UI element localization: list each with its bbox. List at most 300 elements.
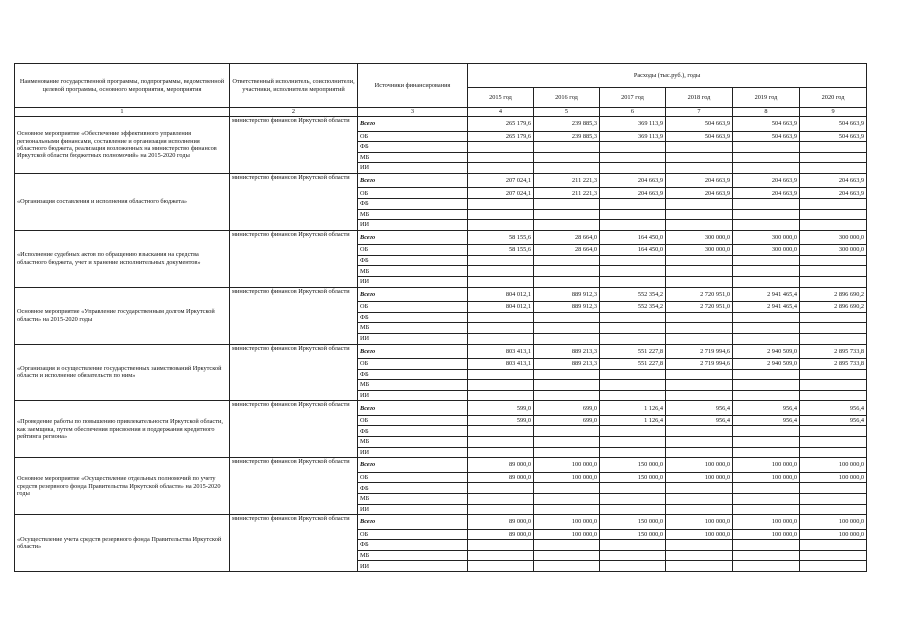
amount-cell	[534, 277, 600, 288]
amount-cell: 100 000,0	[534, 529, 600, 540]
amount-cell	[600, 142, 666, 153]
amount-cell	[666, 255, 733, 266]
amount-cell	[800, 483, 867, 494]
amount-cell	[666, 483, 733, 494]
amount-cell	[600, 277, 666, 288]
amount-cell	[534, 333, 600, 344]
amount-cell	[733, 493, 800, 504]
table-row	[15, 287, 867, 302]
amount-cell: 100 000,0	[534, 515, 600, 530]
amount-cell: 956,4	[666, 415, 733, 426]
amount-cell: 504 663,9	[666, 117, 733, 132]
amount-cell: 204 663,9	[800, 188, 867, 199]
funding-source: ФБ	[358, 369, 468, 380]
responsible-executor: министерство финансов Иркутской области	[230, 344, 358, 401]
header-sources: Источники финансирования	[358, 64, 468, 108]
amount-cell	[468, 390, 534, 401]
amount-cell: 300 000,0	[666, 245, 733, 256]
amount-cell: 956,4	[733, 401, 800, 416]
amount-cell	[468, 266, 534, 277]
amount-cell	[534, 142, 600, 153]
amount-cell: 150 000,0	[600, 529, 666, 540]
column-number: 6	[600, 108, 666, 117]
amount-cell	[800, 493, 867, 504]
amount-cell: 300 000,0	[800, 245, 867, 256]
amount-cell	[600, 426, 666, 437]
amount-cell	[800, 277, 867, 288]
amount-cell: 504 663,9	[733, 131, 800, 142]
amount-cell	[666, 323, 733, 334]
amount-cell: 889 213,3	[534, 344, 600, 359]
amount-cell	[733, 163, 800, 174]
measure-name: «Организация и осуществление государственных заимствований Иркутской области и исполнение обязательств по ним»	[15, 344, 230, 401]
amount-cell: 204 663,9	[666, 173, 733, 188]
amount-cell: 889 912,3	[534, 302, 600, 313]
funding-source: МБ	[358, 266, 468, 277]
table-row	[15, 515, 867, 530]
measure-name: Основное мероприятие «Осуществление отдельных полномочий по учету средств резервного фонда Правительства Иркутской области» на 2015-2020 годы	[15, 458, 230, 515]
amount-cell	[600, 198, 666, 209]
amount-cell	[666, 163, 733, 174]
amount-cell	[468, 437, 534, 448]
measure-name: «Осуществление учета средств резервного фонда Правительства Иркутской области»	[15, 515, 230, 572]
amount-cell	[800, 504, 867, 515]
amount-cell: 804 012,1	[468, 302, 534, 313]
amount-cell: 150 000,0	[600, 458, 666, 473]
funding-source: МБ	[358, 437, 468, 448]
header-name: Наименование государственной программы, подпрограммы, ведомственной целевой программы, основного мероприятия, мероприятия	[15, 64, 230, 108]
amount-cell: 204 663,9	[600, 173, 666, 188]
amount-cell	[534, 493, 600, 504]
table-row	[15, 173, 867, 188]
header-year: 2019 год	[733, 88, 800, 108]
amount-cell	[600, 209, 666, 220]
funding-source: ОБ	[358, 245, 468, 256]
funding-source: ИИ	[358, 277, 468, 288]
amount-cell	[534, 550, 600, 561]
column-number: 3	[358, 108, 468, 117]
amount-cell	[666, 380, 733, 391]
amount-cell	[600, 152, 666, 163]
amount-cell: 239 885,3	[534, 117, 600, 132]
amount-cell: 100 000,0	[666, 529, 733, 540]
amount-cell	[800, 198, 867, 209]
amount-cell: 2 720 951,0	[666, 287, 733, 302]
amount-cell	[666, 152, 733, 163]
amount-cell: 2 720 951,0	[666, 302, 733, 313]
amount-cell	[468, 198, 534, 209]
amount-cell	[468, 447, 534, 458]
amount-cell	[600, 561, 666, 572]
amount-cell	[600, 220, 666, 231]
amount-cell	[534, 504, 600, 515]
amount-cell: 2 719 994,6	[666, 359, 733, 370]
amount-cell	[534, 198, 600, 209]
amount-cell	[666, 209, 733, 220]
amount-cell	[666, 266, 733, 277]
funding-source: ФБ	[358, 540, 468, 551]
amount-cell	[468, 380, 534, 391]
amount-cell	[534, 255, 600, 266]
amount-cell	[666, 312, 733, 323]
amount-cell	[800, 209, 867, 220]
amount-cell	[800, 426, 867, 437]
amount-cell	[468, 255, 534, 266]
funding-source: МБ	[358, 323, 468, 334]
amount-cell	[468, 504, 534, 515]
amount-cell	[468, 493, 534, 504]
amount-cell: 804 012,1	[468, 287, 534, 302]
responsible-executor: министерство финансов Иркутской области	[230, 173, 358, 230]
amount-cell	[666, 426, 733, 437]
column-number: 4	[468, 108, 534, 117]
measure-name: Основное мероприятие «Управление государственным долгом Иркутской области» на 2015-2020 годы	[15, 287, 230, 344]
amount-cell: 2 896 690,2	[800, 287, 867, 302]
funding-source: ОБ	[358, 131, 468, 142]
amount-cell	[534, 220, 600, 231]
amount-cell: 204 663,9	[600, 188, 666, 199]
amount-cell	[468, 209, 534, 220]
amount-cell: 89 000,0	[468, 529, 534, 540]
column-number: 8	[733, 108, 800, 117]
amount-cell	[600, 266, 666, 277]
responsible-executor: министерство финансов Иркутской области	[230, 515, 358, 572]
amount-cell	[534, 152, 600, 163]
amount-cell: 89 000,0	[468, 458, 534, 473]
column-number: 2	[230, 108, 358, 117]
funding-source: ИИ	[358, 561, 468, 572]
funding-source: ФБ	[358, 142, 468, 153]
funding-source: Всего	[358, 287, 468, 302]
amount-cell: 2 896 690,2	[800, 302, 867, 313]
amount-cell	[666, 390, 733, 401]
funding-source: ИИ	[358, 504, 468, 515]
header-year: 2015 год	[468, 88, 534, 108]
amount-cell	[733, 277, 800, 288]
funding-source: МБ	[358, 209, 468, 220]
amount-cell: 2 719 994,6	[666, 344, 733, 359]
amount-cell	[534, 390, 600, 401]
amount-cell: 100 000,0	[666, 458, 733, 473]
amount-cell	[468, 550, 534, 561]
amount-cell	[800, 142, 867, 153]
amount-cell	[600, 323, 666, 334]
amount-cell	[534, 380, 600, 391]
amount-cell	[468, 333, 534, 344]
amount-cell: 28 664,0	[534, 230, 600, 245]
funding-source: Всего	[358, 344, 468, 359]
funding-source: ИИ	[358, 220, 468, 231]
amount-cell	[534, 426, 600, 437]
amount-cell: 1 126,4	[600, 401, 666, 416]
amount-cell	[534, 266, 600, 277]
funding-source: ОБ	[358, 302, 468, 313]
amount-cell	[600, 380, 666, 391]
amount-cell	[733, 426, 800, 437]
measure-name: «Исполнение судебных актов по обращению взыскания на средства областного бюджета, учет и хранение исполнительных документов»	[15, 230, 230, 287]
amount-cell: 889 213,3	[534, 359, 600, 370]
amount-cell	[800, 333, 867, 344]
amount-cell	[468, 277, 534, 288]
amount-cell	[666, 220, 733, 231]
table-row	[15, 344, 867, 359]
amount-cell	[600, 493, 666, 504]
amount-cell: 100 000,0	[534, 458, 600, 473]
funding-source: ФБ	[358, 255, 468, 266]
amount-cell	[534, 163, 600, 174]
amount-cell: 58 155,6	[468, 245, 534, 256]
amount-cell	[733, 390, 800, 401]
amount-cell	[800, 255, 867, 266]
amount-cell: 889 912,3	[534, 287, 600, 302]
responsible-executor: министерство финансов Иркутской области	[230, 117, 358, 174]
amount-cell	[800, 266, 867, 277]
amount-cell	[534, 483, 600, 494]
amount-cell	[800, 220, 867, 231]
amount-cell: 211 221,3	[534, 188, 600, 199]
amount-cell: 100 000,0	[800, 458, 867, 473]
amount-cell: 204 663,9	[733, 188, 800, 199]
finance-table	[14, 63, 867, 572]
amount-cell	[666, 447, 733, 458]
amount-cell: 211 221,3	[534, 173, 600, 188]
amount-cell	[733, 209, 800, 220]
responsible-executor: министерство финансов Иркутской области	[230, 230, 358, 287]
amount-cell: 2 941 465,4	[733, 287, 800, 302]
amount-cell: 150 000,0	[600, 515, 666, 530]
amount-cell	[600, 540, 666, 551]
amount-cell	[600, 447, 666, 458]
responsible-executor: министерство финансов Иркутской области	[230, 401, 358, 458]
amount-cell	[733, 255, 800, 266]
amount-cell	[733, 550, 800, 561]
funding-source: МБ	[358, 152, 468, 163]
column-number: 5	[534, 108, 600, 117]
header-year: 2016 год	[534, 88, 600, 108]
amount-cell: 803 413,1	[468, 344, 534, 359]
column-number: 9	[800, 108, 867, 117]
amount-cell: 504 663,9	[733, 117, 800, 132]
amount-cell	[733, 266, 800, 277]
amount-cell: 551 227,8	[600, 359, 666, 370]
funding-source: ОБ	[358, 529, 468, 540]
amount-cell: 552 354,2	[600, 287, 666, 302]
table-row	[15, 230, 867, 245]
amount-cell: 699,0	[534, 401, 600, 416]
amount-cell: 100 000,0	[800, 472, 867, 483]
amount-cell: 150 000,0	[600, 472, 666, 483]
amount-cell: 504 663,9	[800, 117, 867, 132]
amount-cell	[468, 426, 534, 437]
amount-cell	[468, 561, 534, 572]
funding-source: МБ	[358, 550, 468, 561]
amount-cell	[800, 152, 867, 163]
amount-cell: 100 000,0	[800, 529, 867, 540]
measure-name: Основное мероприятие «Обеспечение эффективного управления региональными финансами, составление и организация исполнения областного бюджета, реализация возложенных на министерство финансов Иркутской области бюджетных полномочий» на 2015-2020 годы	[15, 117, 230, 174]
amount-cell: 504 663,9	[800, 131, 867, 142]
amount-cell: 2 940 509,0	[733, 344, 800, 359]
amount-cell	[800, 550, 867, 561]
amount-cell: 1 126,4	[600, 415, 666, 426]
amount-cell	[733, 540, 800, 551]
amount-cell	[733, 447, 800, 458]
funding-source: ИИ	[358, 447, 468, 458]
amount-cell	[800, 561, 867, 572]
amount-cell	[800, 312, 867, 323]
amount-cell	[600, 255, 666, 266]
funding-source: Всего	[358, 515, 468, 530]
amount-cell: 100 000,0	[666, 472, 733, 483]
amount-cell: 300 000,0	[733, 245, 800, 256]
amount-cell	[800, 540, 867, 551]
amount-cell: 551 227,8	[600, 344, 666, 359]
amount-cell	[666, 277, 733, 288]
funding-source: ОБ	[358, 188, 468, 199]
amount-cell: 58 155,6	[468, 230, 534, 245]
amount-cell	[534, 312, 600, 323]
amount-cell: 100 000,0	[733, 458, 800, 473]
amount-cell	[600, 369, 666, 380]
header-expenses: Расходы (тыс.руб.), годы	[468, 64, 867, 88]
amount-cell	[666, 540, 733, 551]
funding-source: ИИ	[358, 390, 468, 401]
amount-cell: 369 113,9	[600, 117, 666, 132]
header-year: 2018 год	[666, 88, 733, 108]
amount-cell	[666, 142, 733, 153]
amount-cell	[468, 540, 534, 551]
amount-cell: 89 000,0	[468, 515, 534, 530]
amount-cell: 100 000,0	[733, 529, 800, 540]
measure-name: «Организация составления и исполнения областного бюджета»	[15, 173, 230, 230]
amount-cell	[666, 561, 733, 572]
amount-cell	[733, 220, 800, 231]
amount-cell	[600, 312, 666, 323]
amount-cell: 164 450,0	[600, 245, 666, 256]
funding-source: МБ	[358, 493, 468, 504]
amount-cell	[600, 390, 666, 401]
amount-cell	[468, 312, 534, 323]
amount-cell	[733, 198, 800, 209]
amount-cell: 552 354,2	[600, 302, 666, 313]
amount-cell: 100 000,0	[666, 515, 733, 530]
amount-cell	[600, 163, 666, 174]
amount-cell	[733, 483, 800, 494]
funding-source: Всего	[358, 230, 468, 245]
amount-cell	[800, 163, 867, 174]
amount-cell	[468, 483, 534, 494]
funding-source: ИИ	[358, 163, 468, 174]
table-row	[15, 458, 867, 473]
amount-cell	[468, 323, 534, 334]
amount-cell	[600, 550, 666, 561]
amount-cell	[468, 142, 534, 153]
amount-cell: 956,4	[800, 415, 867, 426]
amount-cell: 956,4	[800, 401, 867, 416]
amount-cell: 100 000,0	[800, 515, 867, 530]
amount-cell	[733, 380, 800, 391]
column-number: 7	[666, 108, 733, 117]
amount-cell: 89 000,0	[468, 472, 534, 483]
amount-cell: 300 000,0	[733, 230, 800, 245]
amount-cell	[733, 323, 800, 334]
amount-cell: 956,4	[666, 401, 733, 416]
amount-cell	[800, 323, 867, 334]
amount-cell	[800, 380, 867, 391]
amount-cell	[534, 369, 600, 380]
funding-source: ФБ	[358, 198, 468, 209]
amount-cell: 2 941 465,4	[733, 302, 800, 313]
funding-source: ИИ	[358, 333, 468, 344]
amount-cell	[733, 152, 800, 163]
amount-cell	[534, 561, 600, 572]
amount-cell: 100 000,0	[733, 472, 800, 483]
table-row	[15, 117, 867, 132]
amount-cell	[666, 437, 733, 448]
funding-source: МБ	[358, 380, 468, 391]
amount-cell: 239 885,3	[534, 131, 600, 142]
amount-cell	[534, 437, 600, 448]
amount-cell: 300 000,0	[666, 230, 733, 245]
amount-cell	[534, 540, 600, 551]
amount-cell	[800, 390, 867, 401]
funding-source: Всего	[358, 401, 468, 416]
funding-source: ОБ	[358, 415, 468, 426]
amount-cell	[800, 369, 867, 380]
amount-cell: 504 663,9	[666, 131, 733, 142]
amount-cell: 699,0	[534, 415, 600, 426]
header-responsible: Ответственный исполнитель, соисполнители, участники, исполнители мероприятий	[230, 64, 358, 108]
amount-cell: 599,0	[468, 415, 534, 426]
responsible-executor: министерство финансов Иркутской области	[230, 287, 358, 344]
amount-cell: 265 179,6	[468, 131, 534, 142]
funding-source: ОБ	[358, 359, 468, 370]
amount-cell	[666, 504, 733, 515]
table-row	[15, 401, 867, 416]
amount-cell	[468, 152, 534, 163]
amount-cell: 599,0	[468, 401, 534, 416]
amount-cell	[600, 437, 666, 448]
amount-cell	[800, 447, 867, 458]
amount-cell: 2 940 509,0	[733, 359, 800, 370]
funding-source: ОБ	[358, 472, 468, 483]
amount-cell	[666, 493, 733, 504]
amount-cell: 204 663,9	[666, 188, 733, 199]
funding-source: ФБ	[358, 483, 468, 494]
amount-cell: 207 024,1	[468, 173, 534, 188]
measure-name: «Проведение работы по повышению привлекательности Иркутской области, как заемщика, путем обеспечения присвоения и поддержания кредитного рейтинга региона»	[15, 401, 230, 458]
funding-source: ФБ	[358, 312, 468, 323]
amount-cell: 204 663,9	[733, 173, 800, 188]
amount-cell: 2 895 733,8	[800, 359, 867, 370]
amount-cell	[468, 220, 534, 231]
amount-cell	[733, 333, 800, 344]
amount-cell	[666, 369, 733, 380]
amount-cell	[666, 198, 733, 209]
amount-cell: 100 000,0	[534, 472, 600, 483]
amount-cell: 28 664,0	[534, 245, 600, 256]
funding-source: Всего	[358, 117, 468, 132]
amount-cell	[600, 333, 666, 344]
amount-cell: 300 000,0	[800, 230, 867, 245]
amount-cell	[733, 312, 800, 323]
amount-cell	[800, 437, 867, 448]
amount-cell	[666, 333, 733, 344]
column-number: 1	[15, 108, 230, 117]
header-year: 2017 год	[600, 88, 666, 108]
header-year: 2020 год	[800, 88, 867, 108]
amount-cell: 207 024,1	[468, 188, 534, 199]
amount-cell	[534, 209, 600, 220]
